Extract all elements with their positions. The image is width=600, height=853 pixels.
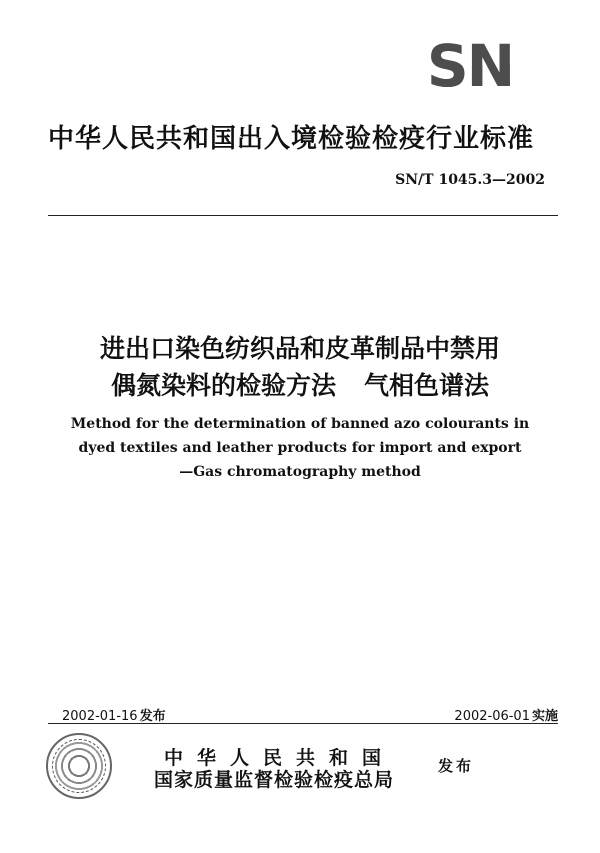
chinese-title-line-2-b: 气相色谱法 xyxy=(364,371,490,400)
english-title-line-1: Method for the determination of banned azo colourants in xyxy=(70,416,530,432)
issue-date xyxy=(62,705,166,724)
standard-number: SN/T 1045.3—2002 xyxy=(395,172,545,188)
english-title-line-3: —Gas chromatography method xyxy=(179,464,421,480)
issuer-publish-label: 发布 xyxy=(438,757,475,775)
chinese-title-line-2 xyxy=(0,367,600,404)
implementation-date xyxy=(454,705,558,724)
national-emblem-seal-icon xyxy=(46,733,112,799)
chinese-title-line-2-a: 偶氮染料的检验方法 xyxy=(110,371,336,400)
sn-logo: SN xyxy=(420,40,520,92)
english-title xyxy=(0,412,600,484)
implementation-date-value: 2002-06-01 xyxy=(454,709,530,724)
industry-standard-title: 中华人民共和国出入境检验检疫行业标准 xyxy=(48,124,535,154)
issuer-agency: 国家质量监督检验检疫总局 xyxy=(154,769,395,791)
bottom-divider xyxy=(48,723,558,724)
chinese-title-line-1: 进出口染色纺织品和皮革制品中禁用 xyxy=(99,334,500,363)
implementation-date-label: 实施 xyxy=(531,709,558,724)
top-divider xyxy=(48,215,558,216)
issue-date-label: 发布 xyxy=(139,709,166,724)
issuer-country: 中华人民共和国 xyxy=(164,747,396,769)
chinese-title xyxy=(0,330,600,404)
issue-date-value: 2002-01-16 xyxy=(62,709,138,724)
english-title-line-2: dyed textiles and leather products for import and export xyxy=(78,440,522,456)
